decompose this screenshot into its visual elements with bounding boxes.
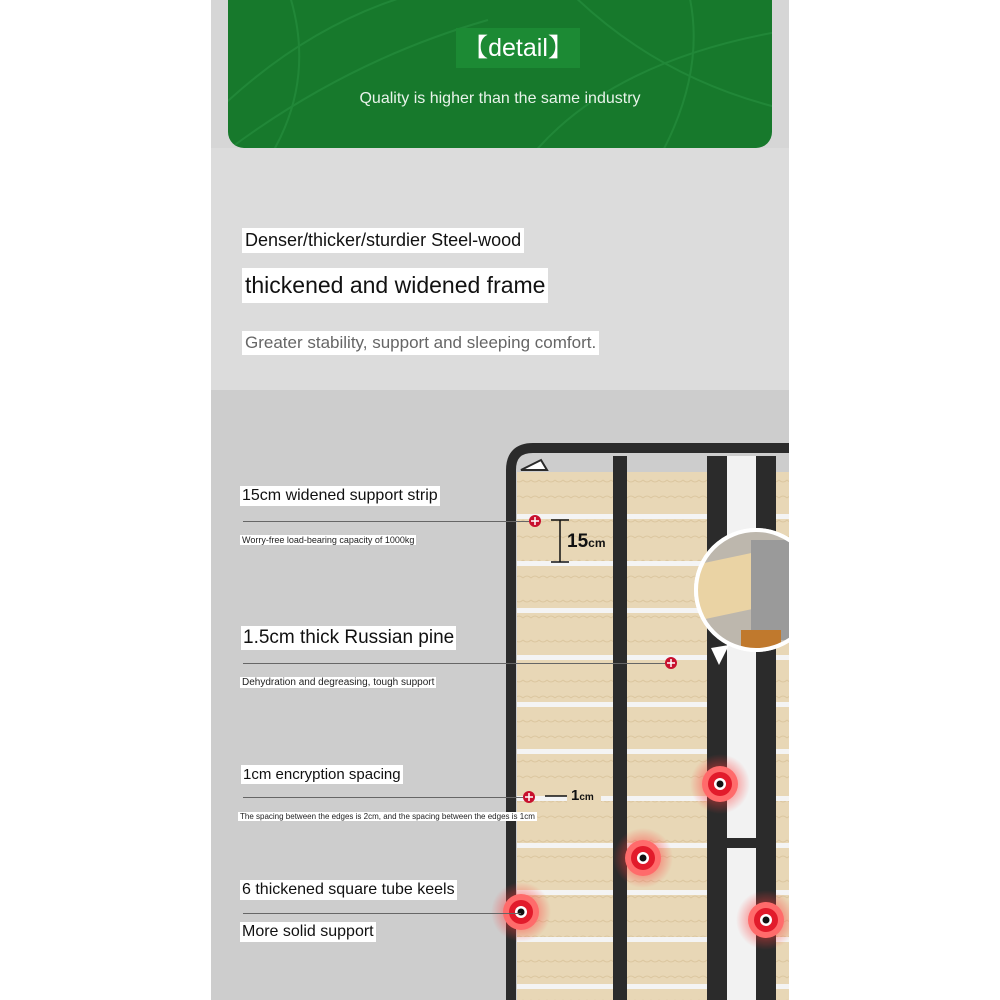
feature-1-desc: Worry-free load-bearing capacity of 1000kg	[242, 535, 415, 545]
gap-unit: cm	[579, 792, 594, 803]
headline-line-3: Greater stability, support and sleeping comfort.	[242, 331, 599, 355]
feature-3-desc: The spacing between the edges is 2cm, and the spacing between the edges is 1cm	[240, 812, 535, 821]
keel-target-icon	[690, 754, 750, 814]
leader-line-2	[243, 663, 665, 664]
frame-feature-section	[211, 390, 789, 1000]
feature-2-title: 1.5cm thick Russian pine	[243, 627, 455, 648]
leader-line-4	[243, 913, 521, 914]
banner-subtitle: Quality is higher than the same industry	[359, 90, 641, 107]
headline-line-2: thickened and widened frame	[242, 268, 548, 303]
feature-3-title: 1cm encryption spacing	[243, 766, 401, 783]
leader-line-3	[243, 797, 523, 798]
corner-bracket-icon	[521, 460, 547, 470]
feature-1-title: 15cm widened support strip	[242, 487, 438, 504]
strip-width-unit: cm	[588, 536, 606, 550]
banner-title: 【detail】	[456, 28, 580, 68]
leader-line-1	[243, 521, 529, 522]
keel-target-icon	[613, 828, 673, 888]
product-detail-strip	[211, 0, 789, 1000]
strip-width-value: 15	[567, 531, 589, 552]
headline-line-1: Denser/thicker/sturdier Steel-wood	[242, 228, 524, 253]
feature-4-title: 6 thickened square tube keels	[242, 881, 455, 898]
gap-value: 1	[571, 787, 580, 804]
headline-section	[211, 148, 789, 390]
crossbar	[727, 838, 756, 848]
feature-2-desc: Dehydration and degreasing, tough support	[242, 677, 435, 688]
feature-4-desc: More solid support	[242, 923, 374, 940]
leaf-pattern-icon	[228, 0, 772, 148]
detail-banner	[228, 0, 772, 148]
keel-target-icon	[491, 882, 551, 942]
bed-frame-illustration	[211, 390, 789, 1000]
keel-left	[613, 456, 627, 1000]
